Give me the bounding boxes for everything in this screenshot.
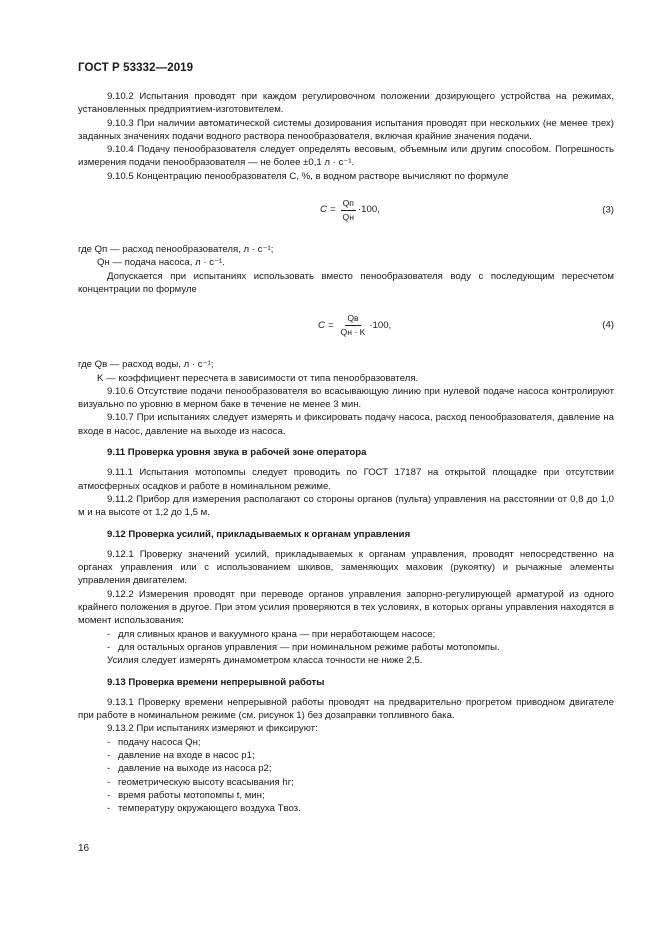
- list-item-text: для остальных органов управления — при номинальном режиме работы мотопомпы.: [118, 641, 500, 653]
- list-item-text: для сливных кранов и вакуумного крана — при неработающем насосе;: [118, 628, 436, 640]
- paragraph-9-13-2: 9.13.2 При испытаниях измеряют и фиксируют:: [107, 723, 318, 735]
- formula-4-label: (4): [602, 319, 614, 331]
- formula-4-denominator: Qн · K: [340, 326, 366, 337]
- heading-9-13: 9.13 Проверка времени непрерывной работы: [107, 676, 325, 688]
- paragraph-9-10-4: 9.10.4 Подачу пенообразователя следует определять весовым, объемным или другим способом. Погрешность измерения подачи пенообразователя — не более ±0,1 л · с⁻¹.: [78, 144, 614, 169]
- standard-header: ГОСТ Р 53332—2019: [78, 62, 194, 74]
- formula-4-fraction: [339, 313, 368, 338]
- list-item: - подачу насоса Qн;: [107, 736, 201, 748]
- paragraph-9-13-1: 9.13.1 Проверку времени непрерывной работы проводят на предварительно прогретом приводном двигателе при работе в номинальном режиме (см. рисунок 1) без дозаправки топливного бака.: [78, 696, 614, 722]
- list-item: - давление на выходе из насоса p2;: [107, 763, 272, 775]
- formula-3: [78, 193, 614, 227]
- paragraph-9-11-1: 9.11.1 Испытания мотопомпы следует проводить по ГОСТ 17187 на открытой площадке при отсутствии атмосферных осадков и работе в номинальном режиме.: [78, 467, 614, 492]
- formula-3-denominator: Qн: [342, 211, 354, 222]
- paragraph-9-12-2: 9.12.2 Измерения проводят при переводе органов управления запорно-регулирующей арматурой из одного крайнего положения в другое. При этом усилия проверяются в тех условиях, в которых органы управления находятся в момент использования:: [78, 588, 614, 627]
- formula-3-op: =: [329, 204, 336, 216]
- list-item-text: давление на входе в насос p1;: [118, 749, 255, 761]
- list-item: - температуру окружающего воздуха Tвоз.: [107, 803, 301, 815]
- list-item-text: давление на выходе из насоса p2;: [118, 763, 272, 775]
- list-item: - давление на входе в насос p1;: [107, 749, 255, 761]
- formula-3-fraction: [341, 198, 356, 223]
- paragraph-9-10-5: 9.10.5 Концентрацию пенообразователя C, %, в водном растворе вычисляют по формуле: [107, 170, 509, 182]
- where-2-k: K — коэффициент пересчета в зависимости от типа пенообразователя.: [97, 372, 419, 384]
- paragraph-9-12-1: 9.12.1 Проверку значений усилий, прикладываемых к органам управления, проводят непосредственно на органах управления или с использованием шкивов, заменяющих маховик (рукоятку) и рычажные элементы управления двигателем.: [78, 548, 614, 587]
- formula-3-lhs: C: [320, 204, 327, 216]
- paragraph-allowed: Допускается при испытаниях использовать вместо пенообразователя воду с последующим пересчетом концентрации по формуле: [78, 270, 614, 295]
- list-item: - геометрическую высоту всасывания hг;: [107, 776, 294, 788]
- paragraph-9-10-6: 9.10.6 Отсутствие подачи пенообразователя во всасывающую линию при нулевой подаче насоса контролируют визуально по уровню в мерном баке в течение не менее 3 мин.: [78, 385, 614, 411]
- list-item-text: подачу насоса Qн;: [118, 736, 201, 748]
- formula-4: [78, 308, 614, 342]
- list-item: - для сливных кранов и вакуумного крана — при неработающем насосе;: [107, 628, 436, 640]
- paragraph-9-10-7: 9.10.7 При испытаниях следует измерять и фиксировать подачу насоса, расход пенообразователя, давление на входе в насос, давление на выходе из насоса.: [78, 412, 614, 437]
- where-1-qp: где Qп — расход пенообразователя, л · с⁻¹;: [78, 244, 274, 256]
- formula-4-op: =: [327, 319, 334, 331]
- page-number: 16: [78, 843, 90, 854]
- paragraph-dynamometer: Усилия следует измерять динамометром класса точности не ниже 2,5.: [107, 655, 423, 667]
- list-item-text: время работы мотопомпы t, мин;: [118, 789, 265, 801]
- where-2-qv: где Qв — расход воды, л · с⁻¹;: [78, 359, 214, 371]
- list-item-text: геометрическую высоту всасывания hг;: [118, 776, 294, 788]
- formula-3-label: (3): [602, 204, 614, 216]
- where-1-qn: Qн — подача насоса, л · с⁻¹.: [97, 257, 225, 269]
- list-item: - для остальных органов управления — при номинальном режиме работы мотопомпы.: [107, 641, 500, 653]
- formula-3-tail: ·100,: [357, 204, 380, 216]
- document-body: [78, 90, 614, 815]
- paragraph-9-10-3: 9.10.3 При наличии автоматической системы дозирования испытания проводят при нескольких (не менее трех) заданных значениях подачи водного раствора пенообразователя, включая крайние значения подачи.: [78, 117, 614, 142]
- formula-4-tail: ·100,: [369, 319, 392, 331]
- paragraph-9-10-2: 9.10.2 Испытания проводят при каждом регулировочном положении дозирующего устройства на режимах, установленных предприятием-изготовителем.: [78, 91, 614, 116]
- formula-3-numerator: Qп: [341, 198, 356, 211]
- paragraph-9-11-2: 9.11.2 Прибор для измерения располагают со стороны органов (пульта) управления на расстоянии от 0,8 до 1,0 м и на высоте от 1,2 до 1,5 м.: [78, 493, 614, 519]
- formula-4-numerator: Qв: [345, 313, 360, 326]
- heading-9-12: 9.12 Проверка усилий, прикладываемых к органам управления: [107, 528, 411, 540]
- heading-9-11: 9.11 Проверка уровня звука в рабочей зоне оператора: [107, 447, 367, 459]
- list-item: - время работы мотопомпы t, мин;: [107, 789, 265, 801]
- formula-4-lhs: C: [318, 319, 325, 331]
- list-item-text: температуру окружающего воздуха Tвоз.: [118, 803, 301, 815]
